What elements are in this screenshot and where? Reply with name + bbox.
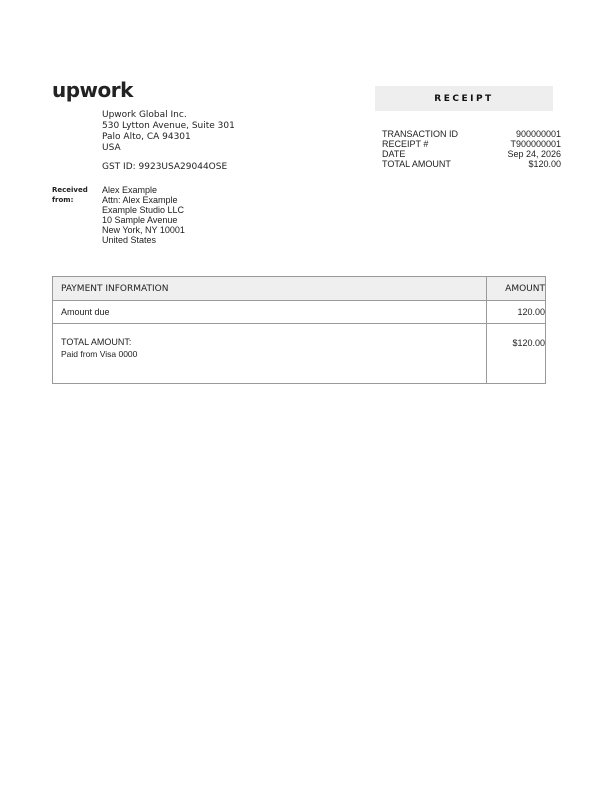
table-total-row xyxy=(53,324,546,384)
total-amount-table-value: $120.00 xyxy=(487,324,546,384)
receipt-number-label: RECEIPT # xyxy=(382,139,429,149)
table-header-row xyxy=(53,277,546,301)
transaction-id-label: TRANSACTION ID xyxy=(382,129,459,139)
payment-table xyxy=(52,276,546,384)
received-from-line: United States xyxy=(102,235,157,245)
received-from-label: Received from: xyxy=(52,186,88,204)
transaction-id-value: 900000001 xyxy=(515,129,561,139)
total-amount-value: $120.00 xyxy=(528,159,561,169)
company-address-line2: Palo Alto, CA 94301 xyxy=(102,132,191,142)
receipt-title: RECEIPT xyxy=(375,86,553,111)
receipt-number-row xyxy=(382,139,561,149)
total-amount-table-label: TOTAL AMOUNT: xyxy=(61,337,132,347)
transaction-id-row xyxy=(382,129,561,139)
received-from-line: Example Studio LLC xyxy=(102,205,185,215)
company-name: Upwork Global Inc. xyxy=(102,110,187,120)
date-row xyxy=(382,149,561,159)
company-address xyxy=(102,110,235,173)
received-from-line: New York, NY 10001 xyxy=(102,225,185,235)
upwork-logo: upwork xyxy=(52,78,133,102)
table-row xyxy=(53,301,546,324)
payment-information-header: PAYMENT INFORMATION xyxy=(53,277,487,301)
receipt-number-value: T900000001 xyxy=(510,139,561,149)
amount-header: AMOUNT xyxy=(487,277,546,301)
gst-id: GST ID: 9923USA29044OSE xyxy=(102,162,228,172)
date-value: Sep 24, 2026 xyxy=(507,149,561,159)
received-from-line: Attn: Alex Example xyxy=(102,195,178,205)
payment-method: Paid from Visa 0000 xyxy=(61,349,138,359)
receipt-details xyxy=(382,129,561,169)
company-address-line1: 530 Lytton Avenue, Suite 301 xyxy=(102,121,235,131)
received-from-line: 10 Sample Avenue xyxy=(102,215,178,225)
date-label: DATE xyxy=(382,149,406,159)
amount-due-label: Amount due xyxy=(53,301,487,324)
company-country: USA xyxy=(102,143,121,153)
total-amount-label: TOTAL AMOUNT xyxy=(382,159,451,169)
total-amount-row xyxy=(382,159,561,169)
received-from-address xyxy=(102,185,185,245)
received-from-line: Alex Example xyxy=(102,185,158,195)
amount-due-value: 120.00 xyxy=(487,301,546,324)
total-cell xyxy=(53,324,487,384)
